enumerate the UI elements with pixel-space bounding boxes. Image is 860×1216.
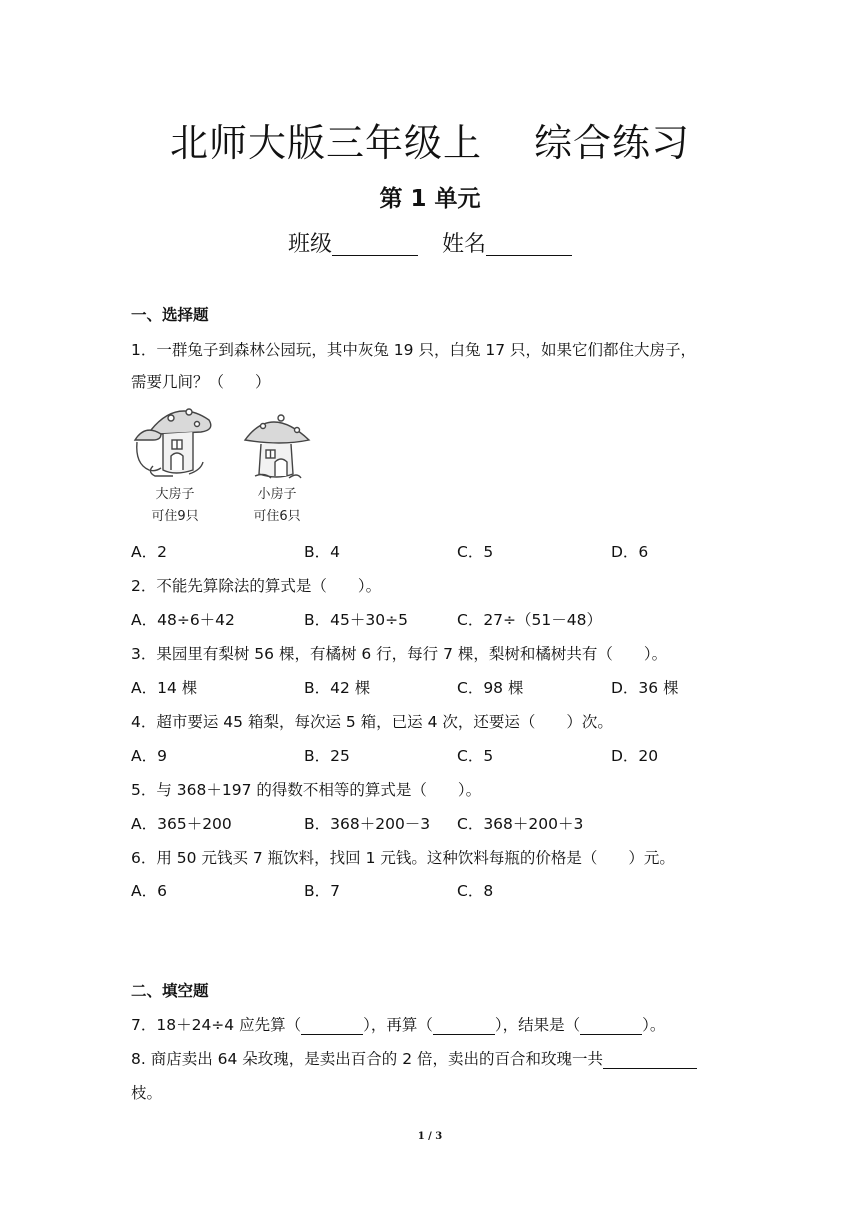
name-blank[interactable] (486, 233, 572, 256)
question-5: 5．与 368＋197 的得数不相等的算式是（ ）。 (131, 781, 482, 799)
q7-text-c: ），结果是（ (494, 1016, 581, 1034)
student-info-line (0, 227, 860, 258)
small-house-label2: 可住6只 (253, 509, 301, 524)
q1-option-a[interactable]: A．2 (131, 543, 167, 561)
q4-option-b[interactable]: B．25 (304, 747, 350, 765)
question-7 (131, 1013, 665, 1035)
class-blank[interactable] (332, 233, 418, 256)
q1-option-c[interactable]: C．5 (457, 543, 494, 561)
question-4: 4．超市要运 45 箱梨，每次运 5 箱，已运 4 次，还要运（ ）次。 (131, 713, 613, 731)
q2-option-c[interactable]: C．27÷（51－48） (457, 611, 602, 629)
q7-blank-3[interactable] (580, 1018, 642, 1035)
page-title (0, 112, 860, 167)
q6-option-c[interactable]: C．8 (457, 882, 494, 900)
mushroom-houses-illustration (131, 400, 331, 528)
q4-option-d[interactable]: D．20 (611, 747, 659, 765)
big-house-label2: 可住9只 (151, 509, 199, 524)
q3-option-c[interactable]: C．98 棵 (457, 679, 524, 697)
big-house-label1: 大房子 (155, 487, 195, 502)
q3-option-a[interactable]: A．14 棵 (131, 679, 198, 697)
q5-option-b[interactable]: B．368＋200－3 (304, 815, 431, 833)
q4-option-c[interactable]: C．5 (457, 747, 494, 765)
section-heading-choice: 一、选择题 (131, 306, 209, 324)
mushroom-house-icon (131, 400, 331, 528)
question-1-line1: 1．一群兔子到森林公园玩，其中灰兔 19 只，白兔 17 只，如果它们都住大房子， (131, 341, 697, 359)
small-house-label1: 小房子 (257, 487, 297, 502)
q7-text-b: ），再算（ (363, 1016, 433, 1034)
q7-text-a: 7．18＋24÷4 应先算（ (131, 1016, 302, 1034)
q8-text: 8. 商店卖出 64 朵玫瑰，是卖出百合的 2 倍，卖出的百合和玫瑰一共 (131, 1050, 604, 1068)
question-8-line2: 枝。 (131, 1084, 163, 1102)
unit-subtitle: 第 1 单元 (379, 186, 481, 212)
question-6: 6．用 50 元钱买 7 瓶饮料，找回 1 元钱。这种饮料每瓶的价格是（ ）元。 (131, 849, 675, 867)
title-left: 北师大版三年级上 (169, 121, 482, 165)
q5-option-c[interactable]: C．368＋200＋3 (457, 815, 584, 833)
section-heading-fill: 二、填空题 (131, 982, 209, 1000)
question-2: 2．不能先算除法的算式是（ ）。 (131, 577, 382, 595)
q2-option-b[interactable]: B．45＋30÷5 (304, 611, 408, 629)
q6-option-a[interactable]: A．6 (131, 882, 167, 900)
q3-option-d[interactable]: D．36 棵 (611, 679, 679, 697)
q8-blank[interactable] (603, 1052, 697, 1069)
q1-option-b[interactable]: B．4 (304, 543, 340, 561)
q7-text-d: ）。 (642, 1016, 666, 1034)
title-right: 综合练习 (534, 121, 691, 165)
q7-blank-1[interactable] (301, 1018, 363, 1035)
question-8-line1 (131, 1047, 697, 1069)
q7-blank-2[interactable] (433, 1018, 495, 1035)
question-3: 3．果园里有梨树 56 棵，有橘树 6 行，每行 7 棵，梨树和橘树共有（ ）。 (131, 645, 668, 663)
question-1-line2: 需要几间？（ ） (131, 373, 271, 391)
q1-option-d[interactable]: D．6 (611, 543, 649, 561)
name-label: 姓名 (442, 232, 487, 257)
page-number: 1 / 3 (417, 1131, 443, 1142)
q6-option-b[interactable]: B．7 (304, 882, 340, 900)
class-label: 班级 (287, 232, 332, 257)
q5-option-a[interactable]: A．365＋200 (131, 815, 232, 833)
q4-option-a[interactable]: A．9 (131, 747, 167, 765)
q3-option-b[interactable]: B．42 棵 (304, 679, 371, 697)
q2-option-a[interactable]: A．48÷6＋42 (131, 611, 235, 629)
